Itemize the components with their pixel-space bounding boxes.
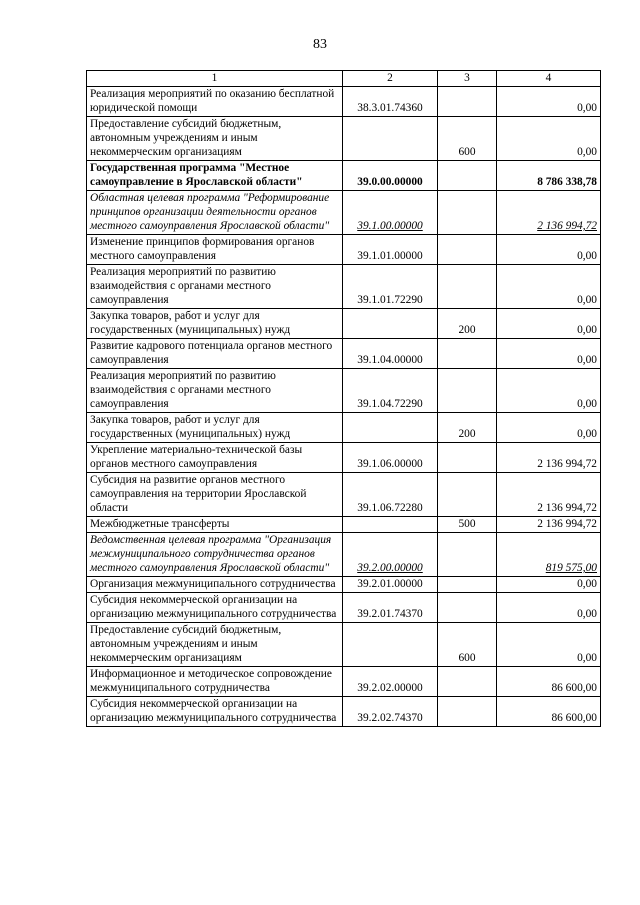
row-amount-cell: 0,00 bbox=[497, 339, 601, 369]
table-row bbox=[87, 517, 601, 533]
table-row bbox=[87, 623, 601, 667]
row-type-cell bbox=[438, 161, 497, 191]
table-row bbox=[87, 667, 601, 697]
column-header-code: 2 bbox=[343, 71, 438, 87]
table-row bbox=[87, 473, 601, 517]
row-name-cell: Предоставление субсидий бюджетным, автономным учреждениям и иным некоммерческим организациям bbox=[87, 623, 343, 667]
row-amount-cell: 2 136 994,72 bbox=[497, 191, 601, 235]
row-name-cell: Информационное и методическое сопровождение межмуниципального сотрудничества bbox=[87, 667, 343, 697]
row-type-cell bbox=[438, 593, 497, 623]
row-type-cell: 500 bbox=[438, 517, 497, 533]
row-code-cell: 39.2.00.00000 bbox=[343, 533, 438, 577]
row-type-cell bbox=[438, 265, 497, 309]
row-amount-cell: 0,00 bbox=[497, 593, 601, 623]
row-code-cell bbox=[343, 623, 438, 667]
column-header-type: 3 bbox=[438, 71, 497, 87]
table-row bbox=[87, 369, 601, 413]
row-name-cell: Закупка товаров, работ и услуг для государственных (муниципальных) нужд bbox=[87, 309, 343, 339]
row-amount-cell: 819 575,00 bbox=[497, 533, 601, 577]
budget-table bbox=[86, 70, 601, 727]
row-name-cell: Субсидия на развитие органов местного самоуправления на территории Ярославской области bbox=[87, 473, 343, 517]
row-code-cell: 39.1.00.00000 bbox=[343, 191, 438, 235]
row-type-cell bbox=[438, 369, 497, 413]
row-code-cell: 39.0.00.00000 bbox=[343, 161, 438, 191]
row-name-cell: Реализация мероприятий по оказанию бесплатной юридической помощи bbox=[87, 87, 343, 117]
row-code-cell bbox=[343, 413, 438, 443]
page-number: 83 bbox=[313, 37, 327, 52]
table-row bbox=[87, 265, 601, 309]
row-name-cell: Предоставление субсидий бюджетным, автономным учреждениям и иным некоммерческим организациям bbox=[87, 117, 343, 161]
row-name-cell: Реализация мероприятий по развитию взаимодействия с органами местного самоуправления bbox=[87, 369, 343, 413]
row-name-cell: Государственная программа "Местное самоуправление в Ярославской области" bbox=[87, 161, 343, 191]
row-name-cell: Субсидия некоммерческой организации на организацию межмуниципального сотрудничества bbox=[87, 697, 343, 727]
column-header-amount: 4 bbox=[497, 71, 601, 87]
row-type-cell bbox=[438, 339, 497, 369]
table-body bbox=[87, 87, 601, 727]
row-name-cell: Областная целевая программа "Реформирование принципов организации деятельности органов местного самоуправления Ярославской области" bbox=[87, 191, 343, 235]
row-amount-cell: 2 136 994,72 bbox=[497, 517, 601, 533]
row-code-cell bbox=[343, 117, 438, 161]
row-amount-cell: 0,00 bbox=[497, 577, 601, 593]
row-type-cell bbox=[438, 533, 497, 577]
row-code-cell: 39.1.04.00000 bbox=[343, 339, 438, 369]
table-row bbox=[87, 117, 601, 161]
table-row bbox=[87, 443, 601, 473]
table-row bbox=[87, 413, 601, 443]
row-amount-cell: 2 136 994,72 bbox=[497, 443, 601, 473]
row-amount-cell: 8 786 338,78 bbox=[497, 161, 601, 191]
table-row bbox=[87, 191, 601, 235]
table-row bbox=[87, 339, 601, 369]
row-code-cell: 39.2.02.00000 bbox=[343, 667, 438, 697]
row-type-cell: 200 bbox=[438, 413, 497, 443]
table-header-row bbox=[87, 71, 601, 87]
row-type-cell bbox=[438, 87, 497, 117]
row-name-cell: Укрепление материально-технической базы органов местного самоуправления bbox=[87, 443, 343, 473]
row-code-cell bbox=[343, 309, 438, 339]
row-type-cell bbox=[438, 235, 497, 265]
row-type-cell: 200 bbox=[438, 309, 497, 339]
row-type-cell bbox=[438, 697, 497, 727]
table-row bbox=[87, 697, 601, 727]
row-name-cell: Закупка товаров, работ и услуг для государственных (муниципальных) нужд bbox=[87, 413, 343, 443]
row-code-cell: 39.1.01.00000 bbox=[343, 235, 438, 265]
row-amount-cell: 0,00 bbox=[497, 369, 601, 413]
row-code-cell: 39.1.06.72280 bbox=[343, 473, 438, 517]
row-amount-cell: 0,00 bbox=[497, 623, 601, 667]
row-code-cell: 39.1.04.72290 bbox=[343, 369, 438, 413]
row-name-cell: Ведомственная целевая программа "Организация межмуниципального сотрудничества органов местного самоуправления Ярославской области" bbox=[87, 533, 343, 577]
table-row bbox=[87, 235, 601, 265]
row-name-cell: Организация межмуниципального сотрудничества bbox=[87, 577, 343, 593]
row-code-cell: 39.1.01.72290 bbox=[343, 265, 438, 309]
row-amount-cell: 86 600,00 bbox=[497, 697, 601, 727]
row-amount-cell: 2 136 994,72 bbox=[497, 473, 601, 517]
row-code-cell: 38.3.01.74360 bbox=[343, 87, 438, 117]
table-row bbox=[87, 577, 601, 593]
column-header-name: 1 bbox=[87, 71, 343, 87]
row-amount-cell: 0,00 bbox=[497, 87, 601, 117]
row-code-cell bbox=[343, 517, 438, 533]
row-type-cell bbox=[438, 443, 497, 473]
row-name-cell: Развитие кадрового потенциала органов местного самоуправления bbox=[87, 339, 343, 369]
row-code-cell: 39.2.01.74370 bbox=[343, 593, 438, 623]
row-code-cell: 39.2.01.00000 bbox=[343, 577, 438, 593]
row-name-cell: Межбюджетные трансферты bbox=[87, 517, 343, 533]
table-row bbox=[87, 161, 601, 191]
row-amount-cell: 86 600,00 bbox=[497, 667, 601, 697]
row-code-cell: 39.1.06.00000 bbox=[343, 443, 438, 473]
row-amount-cell: 0,00 bbox=[497, 235, 601, 265]
row-amount-cell: 0,00 bbox=[497, 309, 601, 339]
row-type-cell bbox=[438, 191, 497, 235]
row-type-cell bbox=[438, 577, 497, 593]
row-name-cell: Субсидия некоммерческой организации на организацию межмуниципального сотрудничества bbox=[87, 593, 343, 623]
table-row bbox=[87, 593, 601, 623]
table-row bbox=[87, 533, 601, 577]
table-row bbox=[87, 87, 601, 117]
row-type-cell: 600 bbox=[438, 117, 497, 161]
row-name-cell: Реализация мероприятий по развитию взаимодействия с органами местного самоуправления bbox=[87, 265, 343, 309]
row-amount-cell: 0,00 bbox=[497, 117, 601, 161]
row-amount-cell: 0,00 bbox=[497, 413, 601, 443]
row-type-cell: 600 bbox=[438, 623, 497, 667]
row-type-cell bbox=[438, 667, 497, 697]
row-amount-cell: 0,00 bbox=[497, 265, 601, 309]
table-row bbox=[87, 309, 601, 339]
row-name-cell: Изменение принципов формирования органов местного самоуправления bbox=[87, 235, 343, 265]
row-code-cell: 39.2.02.74370 bbox=[343, 697, 438, 727]
row-type-cell bbox=[438, 473, 497, 517]
